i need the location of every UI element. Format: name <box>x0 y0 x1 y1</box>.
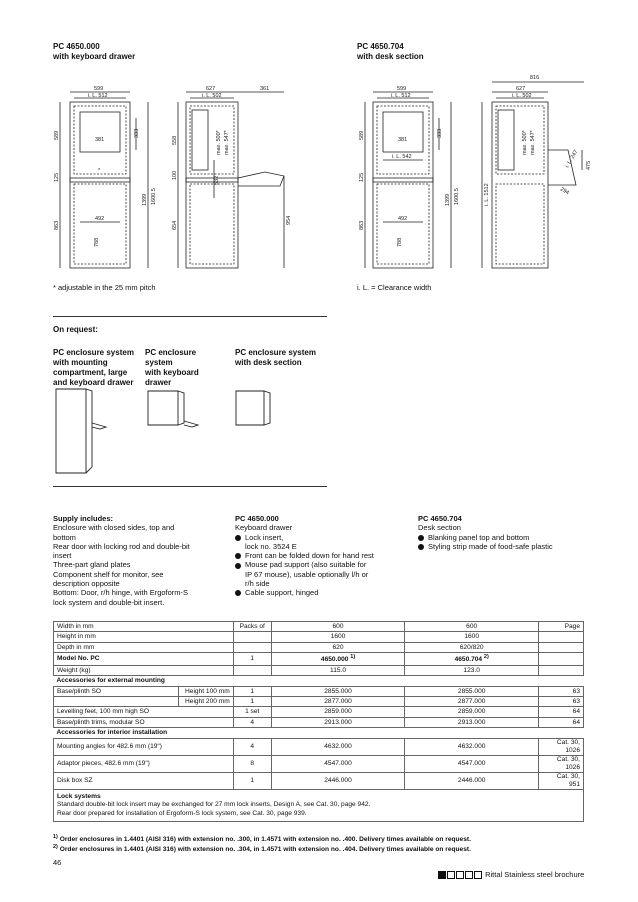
table-row: Base/plinth trims, modular SO 4 2913.000 2913.000 64 <box>54 717 584 727</box>
dim-max500-r: max. 500* <box>522 130 528 155</box>
table-row: Disk box SZ 1 2446.000 2446.000 Cat. 30, 951 <box>54 772 584 789</box>
square-icon <box>465 871 473 879</box>
footnote-1: $^{1)}$ Order enclosures in 1.4401 (AISI 316) with extension no. .300, in 1.4571 with extension no. .400. Delivery times available on request. <box>53 834 471 844</box>
dim-1600-r: 1600.5 <box>454 188 460 205</box>
left-drawing-title: PC 4650.000 <box>53 42 100 51</box>
dim-1399-r: 1399 <box>445 193 451 206</box>
dim-333-r: 333 <box>437 128 443 138</box>
dim-361: 361 <box>260 86 270 92</box>
bullet-icon <box>235 563 241 569</box>
dim-954: 954 <box>286 215 292 225</box>
divider-1 <box>53 316 327 317</box>
on-request-heading: On request: <box>53 325 98 334</box>
dim-381-r: 381 <box>398 137 408 143</box>
dim-863-l: 863 <box>54 220 60 230</box>
dim-788-r: 788 <box>397 237 403 247</box>
dim-512-r: i. L. 512 <box>391 93 411 99</box>
bullet-icon <box>235 553 241 559</box>
technical-drawings <box>0 0 638 300</box>
dim-654: 654 <box>172 220 178 230</box>
on-request-col1: PC enclosure system with mounting compartment, large and keyboard drawer <box>53 348 134 387</box>
dim-542: i. L. 542 <box>392 154 412 160</box>
dim-1399-l: 1399 <box>142 193 148 206</box>
table-row: Adaptor pieces, 482.6 mm (19ʺ) 8 4547.000 4547.000 Cat. 30, 1026 <box>54 755 584 772</box>
dim-294: 294 <box>559 186 570 197</box>
on-request-col3: PC enclosure system with desk section <box>235 348 316 367</box>
right-drawing-subtitle: with desk section <box>357 52 424 61</box>
table-row: Weight (kg) 115.0 123.0 <box>54 665 584 675</box>
dim-627: 627 <box>206 86 216 92</box>
table-row: Width in mm Packs of 600 600 Page <box>54 622 584 632</box>
square-icon <box>447 871 455 879</box>
dim-125-r: 125 <box>359 172 365 182</box>
dim-max547: max. 547* <box>224 130 230 155</box>
dim-492-l: 492 <box>95 216 105 222</box>
left-drawing-subtitle: with keyboard drawer <box>53 52 136 61</box>
divider-2 <box>53 486 327 487</box>
on-request-sketches <box>50 385 280 480</box>
page-number: 46 <box>53 858 62 867</box>
dim-381-l: 381 <box>95 137 105 143</box>
right-drawing-title: PC 4650.704 <box>357 42 404 51</box>
dim-333-l: 333 <box>134 128 140 138</box>
dim-863-r: 863 <box>359 220 365 230</box>
bullet-icon <box>235 535 241 541</box>
dim-475: 475 <box>586 160 592 170</box>
footnote-2: $^{2)}$ Order enclosures in 1.4401 (AISI 316) with extension no. .304, in 1.4571 with extension no. .404. Delivery times available on request. <box>53 844 471 854</box>
dim-492-r: 492 <box>398 216 408 222</box>
dim-1600-l: 1600.5 <box>151 188 157 205</box>
bullet-icon <box>235 590 241 596</box>
table-row: Height 200 mm 1 2877.000 2877.000 63 <box>54 697 584 707</box>
on-request-col2: PC enclosure system with keyboard drawer <box>145 348 199 387</box>
dim-max547-r: max. 547* <box>530 130 536 155</box>
dim-100: 100 <box>172 170 178 180</box>
table-row: Mounting angles for 482.6 mm (19ʺ) 4 4632.000 4632.000 Cat. 30, 1026 <box>54 738 584 755</box>
dim-max500: max. 500* <box>216 130 222 155</box>
clearance-note: i. L. = Clearance width <box>357 283 432 292</box>
table-section-header: Accessories for external mounting <box>54 676 584 686</box>
dim-816: 816 <box>530 75 540 81</box>
table-row: Levelling feet, 100 mm high SO 1 set 2859.000 2859.000 64 <box>54 707 584 717</box>
square-filled-icon <box>438 871 446 879</box>
dim-502: i. L. 502 <box>202 93 222 99</box>
table-section-header: Accessories for interior installation <box>54 728 584 738</box>
table-row: Base/plinth SO Height 100 mm 1 2855.000 2855.000 63 <box>54 686 584 696</box>
spec-table <box>53 621 584 822</box>
dim-599-r: 599 <box>397 86 407 92</box>
dim-512-l: i. L. 512 <box>88 93 108 99</box>
dim-627-r: 627 <box>516 86 526 92</box>
supply-includes: Supply includes: Enclosure with closed sides, top and bottom Rear door with locking rod and double-bit insert Three-part gland plates Component shelf for monitor, see description opposite Bottom: Door, r/h hinge, with Ergoform-S lock system and double-bit insert. <box>53 514 190 607</box>
dim-558: 558 <box>172 135 178 145</box>
table-row: Model No. PC 1 4650.000 $^{1)}$ 4650.704 $^{2)}$ <box>54 653 584 666</box>
lock-systems-row: Lock systems Standard double-bit lock insert may be exchanged for 27 mm lock inserts, Design A, see Cat. 30, page 942. Rear door prepared for installation of Ergoform-S lock system, see Cat. 30, page 939. <box>54 789 584 822</box>
star-mark: * <box>98 168 101 174</box>
keyboard-drawer-section: PC 4650.000 Keyboard drawer Lock insert, lock no. 3524 E Front can be folded down for hand rest Mouse pad support (also suitable for IP 67 mouse), usable optionally l/h or r/h side Cable support, hinged <box>235 514 374 598</box>
dim-589-r: 589 <box>359 130 365 140</box>
square-icon <box>474 871 482 879</box>
dim-125-l: 125 <box>54 172 60 182</box>
square-icon <box>456 871 464 879</box>
bullet-icon <box>418 535 424 541</box>
table-row: Height in mm 1600 1600 <box>54 632 584 642</box>
dim-599-l: 599 <box>94 86 104 92</box>
dim-788-l: 788 <box>94 237 100 247</box>
bullet-icon <box>418 544 424 550</box>
table-row: Depth in mm 620 620/820 <box>54 642 584 652</box>
brochure-footer: Rittal Stainless steel brochure <box>438 870 584 879</box>
desk-section: PC 4650.704 Desk section Blanking panel top and bottom Styling strip made of food-safe plastic <box>418 514 553 551</box>
dim-247: i. L. 247 <box>564 149 580 169</box>
dim-502-r: i. L. 502 <box>512 93 532 99</box>
dim-532: 532 <box>214 175 220 185</box>
pitch-note: * adjustable in the 25 mm pitch <box>53 283 156 292</box>
dim-589-l: 589 <box>54 130 60 140</box>
dim-1512: i. L. 1512 <box>484 183 490 206</box>
